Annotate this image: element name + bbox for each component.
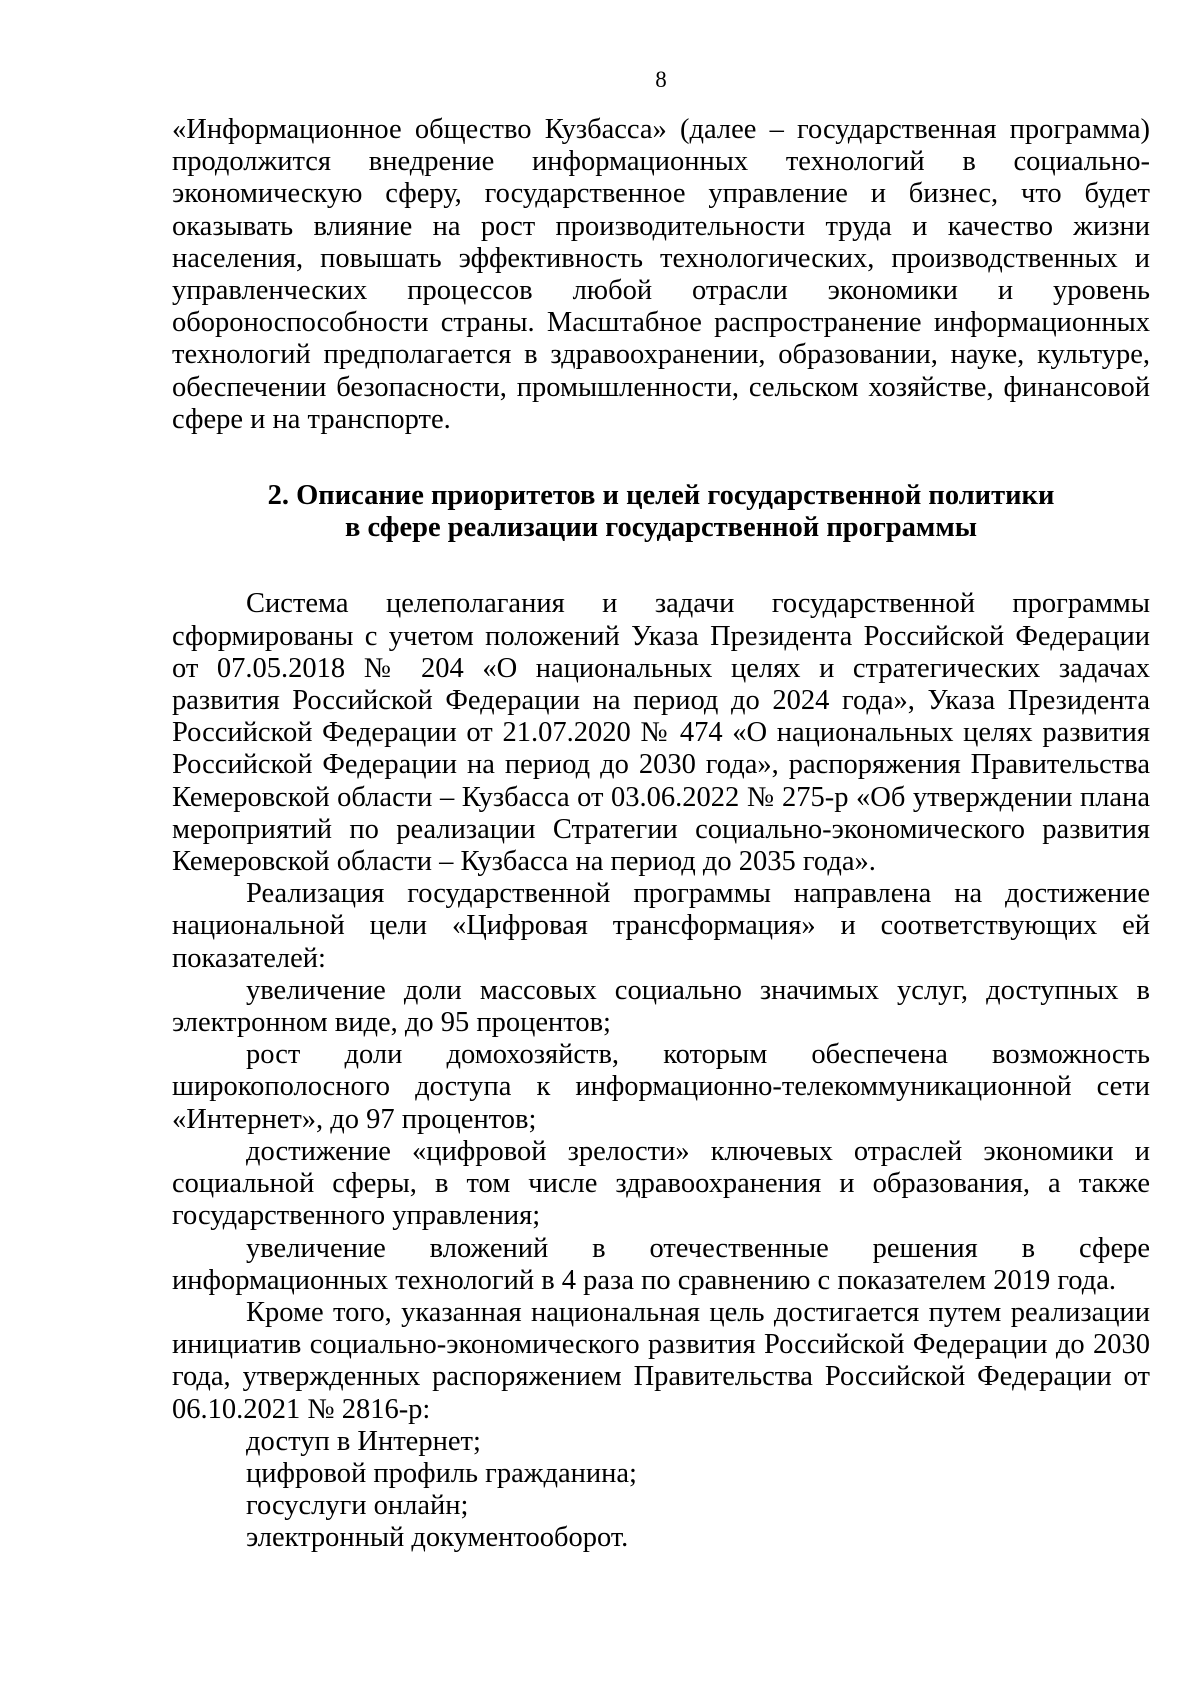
document-page xyxy=(172,66,1150,1555)
indicator-paragraph-4: увеличение вложений в отечественные решения в сфере информационных технологий в 4 раза по сравнению с показателем 2019 года. xyxy=(172,1232,1150,1296)
list-item: доступ в Интернет; xyxy=(246,1425,481,1457)
list-item: госуслуги онлайн; xyxy=(246,1490,469,1522)
list-item: электронный документооборот. xyxy=(246,1522,629,1554)
indicator-paragraph-2: рост доли домохозяйств, которым обеспечена возможность широкополосного доступа к информационно-телекоммуникационной сети «Интернет», до 97 процентов; xyxy=(172,1039,1150,1135)
goal-system-paragraph: Система целеполагания и задачи государственной программы сформированы с учетом положений Указа Президента Российской Федерации от 07.05.2018 № 204 «О национальных целях и стратегических задачах развития Российской Федерации на период до 2024 года», Указа Президента Российской Федерации от 21.07.2020 № 474 «О национальных целях развития Российской Федерации на период до 2030 года», распоряжения Правительства Кемеровской области – Кузбасса от 03.06.2022 № 275-р «Об утверждении плана мероприятий по реализации Стратегии социально-экономического развития Кемеровской области – Кузбасса на период до 2035 года». xyxy=(172,588,1150,878)
indicator-paragraph-3: достижение «цифровой зрелости» ключевых отраслей экономики и социальной сферы, в том числе здравоохранения и образования, а также государственного управления; xyxy=(172,1135,1150,1232)
page-number: 8 xyxy=(655,67,667,92)
initiatives-paragraph: Кроме того, указанная национальная цель достигается путем реализации инициатив социально-экономического развития Российской Федерации до 2030 года, утвержденных распоряжением Правительства Российской Федерации от 06.10.2021 № 2816-р: xyxy=(172,1296,1150,1425)
initiatives-list xyxy=(172,1426,1150,1555)
intro-paragraph: «Информационное общество Кузбасса» (далее – государственная программа) продолжится внедрение информационных технологий в социально-экономическую сферу, государственное управление и бизнес, что будет оказывать влияние на рост производительности труда и качество жизни населения, повышать эффективность технологических, производственных и управленческих процессов любой отрасли экономики и уровень обороноспособности страны. Масштабное распространение информационных технологий предполагается в здравоохранении, образовании, науке, культуре, обеспечении безопасности, промышленности, сельском хозяйстве, финансовой сфере и на транспорте. xyxy=(172,114,1150,435)
implementation-paragraph: Реализация государственной программы направлена на достижение национальной цели «Цифровая трансформация» и соответствующих ей показателей: xyxy=(172,878,1150,974)
section-heading xyxy=(172,480,1150,544)
indicator-paragraph-1: увеличение доли массовых социально значимых услуг, доступных в электронном виде, до 95 процентов; xyxy=(172,974,1150,1039)
list-item: цифровой профиль гражданина; xyxy=(246,1457,637,1489)
section-heading-line-1: 2. Описание приоритетов и целей государственной политики xyxy=(267,480,1055,512)
section-heading-line-2: в сфере реализации государственной программы xyxy=(345,512,977,544)
